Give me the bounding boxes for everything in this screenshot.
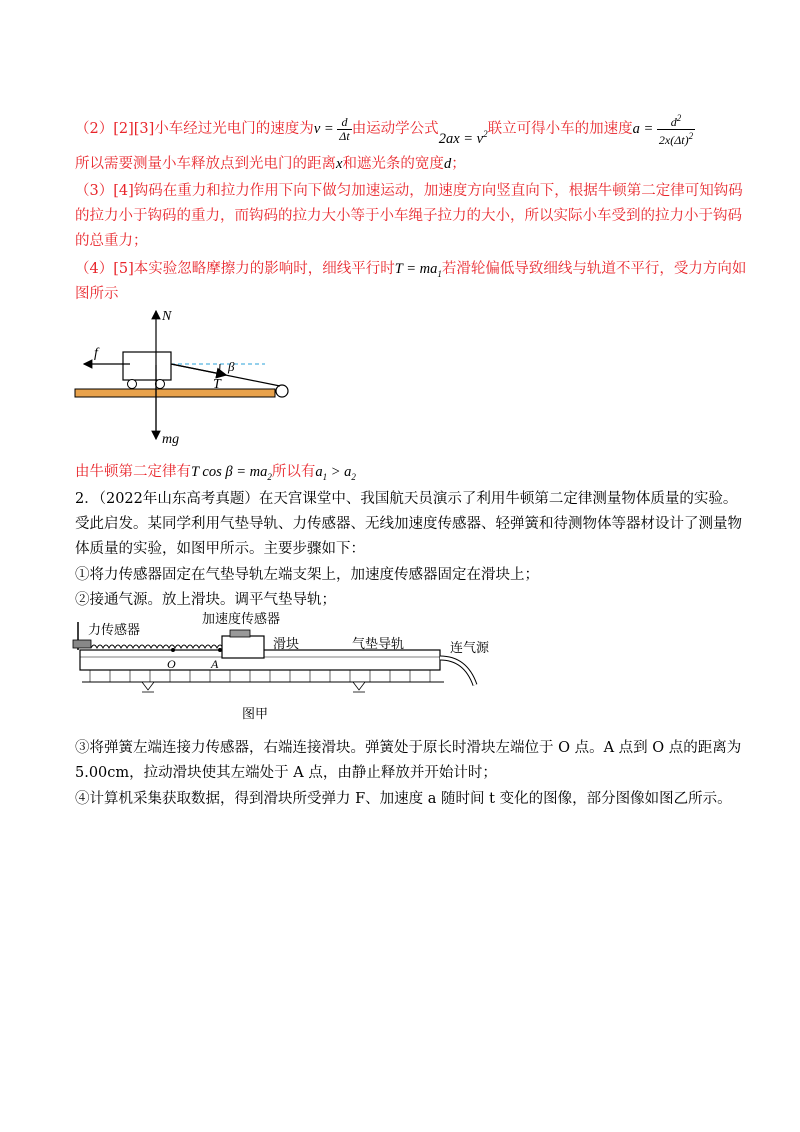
solution-p2-text-b: 由运动学公式 (351, 120, 439, 137)
problem2-line3: 体质量的实验，如图甲所示。主要步骤如下： (75, 541, 365, 557)
label-accel-sensor: 加速度传感器 (202, 612, 281, 627)
spring (91, 645, 229, 648)
cart (123, 352, 171, 380)
problem2-step3-line1: ③将弹簧左端连接力传感器，右端连接滑块。弹簧处于原长时滑块左端位于 O 点。A 点到 O 点的距离为 (75, 740, 742, 756)
solution-p4-line2: 图所示 (75, 286, 119, 302)
label-air-source: 连气源 (450, 641, 490, 656)
solution-p4-final-line: 由牛顿第二定律有T $\cos \beta = ma_2$所以有$a_1 > a_2$ (75, 464, 356, 482)
solution-p3-line2: 的拉力小于钩码的重力，而钩码的拉力大小等于小车绳子拉力的大小，所以实际小车受到的拉力小于钩码 (75, 208, 742, 224)
newton-second-law-formula: T $\cos \beta = ma_2$ (191, 464, 272, 482)
solution-p2-line1 (75, 112, 695, 147)
track (75, 389, 275, 397)
problem2-line1: 2．（2022年山东高考真题）在天宫课堂中、我国航天员演示了利用牛顿第二定律测量物体质量的实验。 (75, 491, 738, 507)
cart-wheel-right (156, 380, 165, 389)
label-N: N (162, 309, 172, 324)
beta-arc (219, 364, 220, 374)
label-slider: 滑块 (273, 637, 300, 652)
solution-p2-text-c: 联立可得小车的加速度 (487, 120, 633, 137)
cart-wheel-left (128, 380, 137, 389)
pulley (276, 385, 288, 397)
tension-arrow (171, 364, 226, 375)
label-force-sensor: 力传感器 (88, 623, 141, 638)
label-mg: mg (162, 432, 180, 447)
label-T: T (213, 377, 221, 392)
problem2-step4: ④计算机采集获取数据，得到滑块所受弹力 F、加速度 a 随时间 t 变化的图像，部分图像如图乙所示。 (75, 791, 732, 807)
problem2-step3-line2: 5.00cm，拉动滑块使其左端处于 A 点，由静止释放并开始计时； (75, 765, 497, 781)
problem2-line2: 受此启发。某同学利用气垫导轨、力传感器、无线加速度传感器、轻弹簧和待测物体等器材设计了测量物 (75, 516, 742, 532)
problem2-step1: ①将力传感器固定在气垫导轨左端支架上，加速度传感器固定在滑块上； (75, 567, 539, 583)
figure-caption: 图甲 (242, 707, 269, 722)
solution-p2-text-a: （2）[2][3]小车经过光电门的速度为 (75, 120, 314, 137)
foot-left (142, 682, 154, 690)
force-sensor (73, 640, 91, 648)
problem2-step2: ②接通气源。放上滑块。调平气垫导轨； (75, 592, 336, 608)
point-A (218, 648, 222, 652)
acceleration-comparison: $a_1 > a_2$ (315, 464, 356, 482)
label-A: A (211, 657, 219, 671)
label-track: 气垫导轨 (352, 637, 405, 652)
velocity-formula: v = $\frac{d}{\Delta t}$ (313, 115, 350, 143)
tension-formula: $T = ma_1$ (394, 261, 442, 279)
foot-right (353, 682, 365, 690)
acceleration-formula: a = $\frac{d^2}{2x(\Delta t)^2}$ (632, 113, 694, 147)
label-f: f (94, 346, 98, 361)
acceleration-sensor (230, 630, 250, 637)
solution-p4-line1: （4）[5]本实验忽略摩擦力的影响时，细线平行时$T = ma_1$若滑轮偏低导致细线与轨道不平行，受力方向如 (75, 261, 747, 279)
slider-block (222, 636, 264, 658)
point-O (171, 648, 175, 652)
solution-p2-line2: 所以需要测量小车释放点到光电门的距离x和遮光条的宽度d； (75, 156, 466, 172)
kinematics-formula: $2ax = v^2$ (438, 129, 488, 147)
force-diagram (70, 305, 310, 450)
solution-p3-line1: （3）[4]钩码在重力和拉力作用下向下做匀加速运动，加速度方向竖直向下，根据牛顿第二定律可知钩码 (75, 183, 743, 199)
solution-p3-line3: 的总重力； (75, 233, 148, 249)
apparatus-diagram (70, 610, 500, 725)
rail-ticks (90, 670, 430, 682)
label-O: O (167, 657, 176, 671)
label-beta: β (228, 359, 235, 374)
